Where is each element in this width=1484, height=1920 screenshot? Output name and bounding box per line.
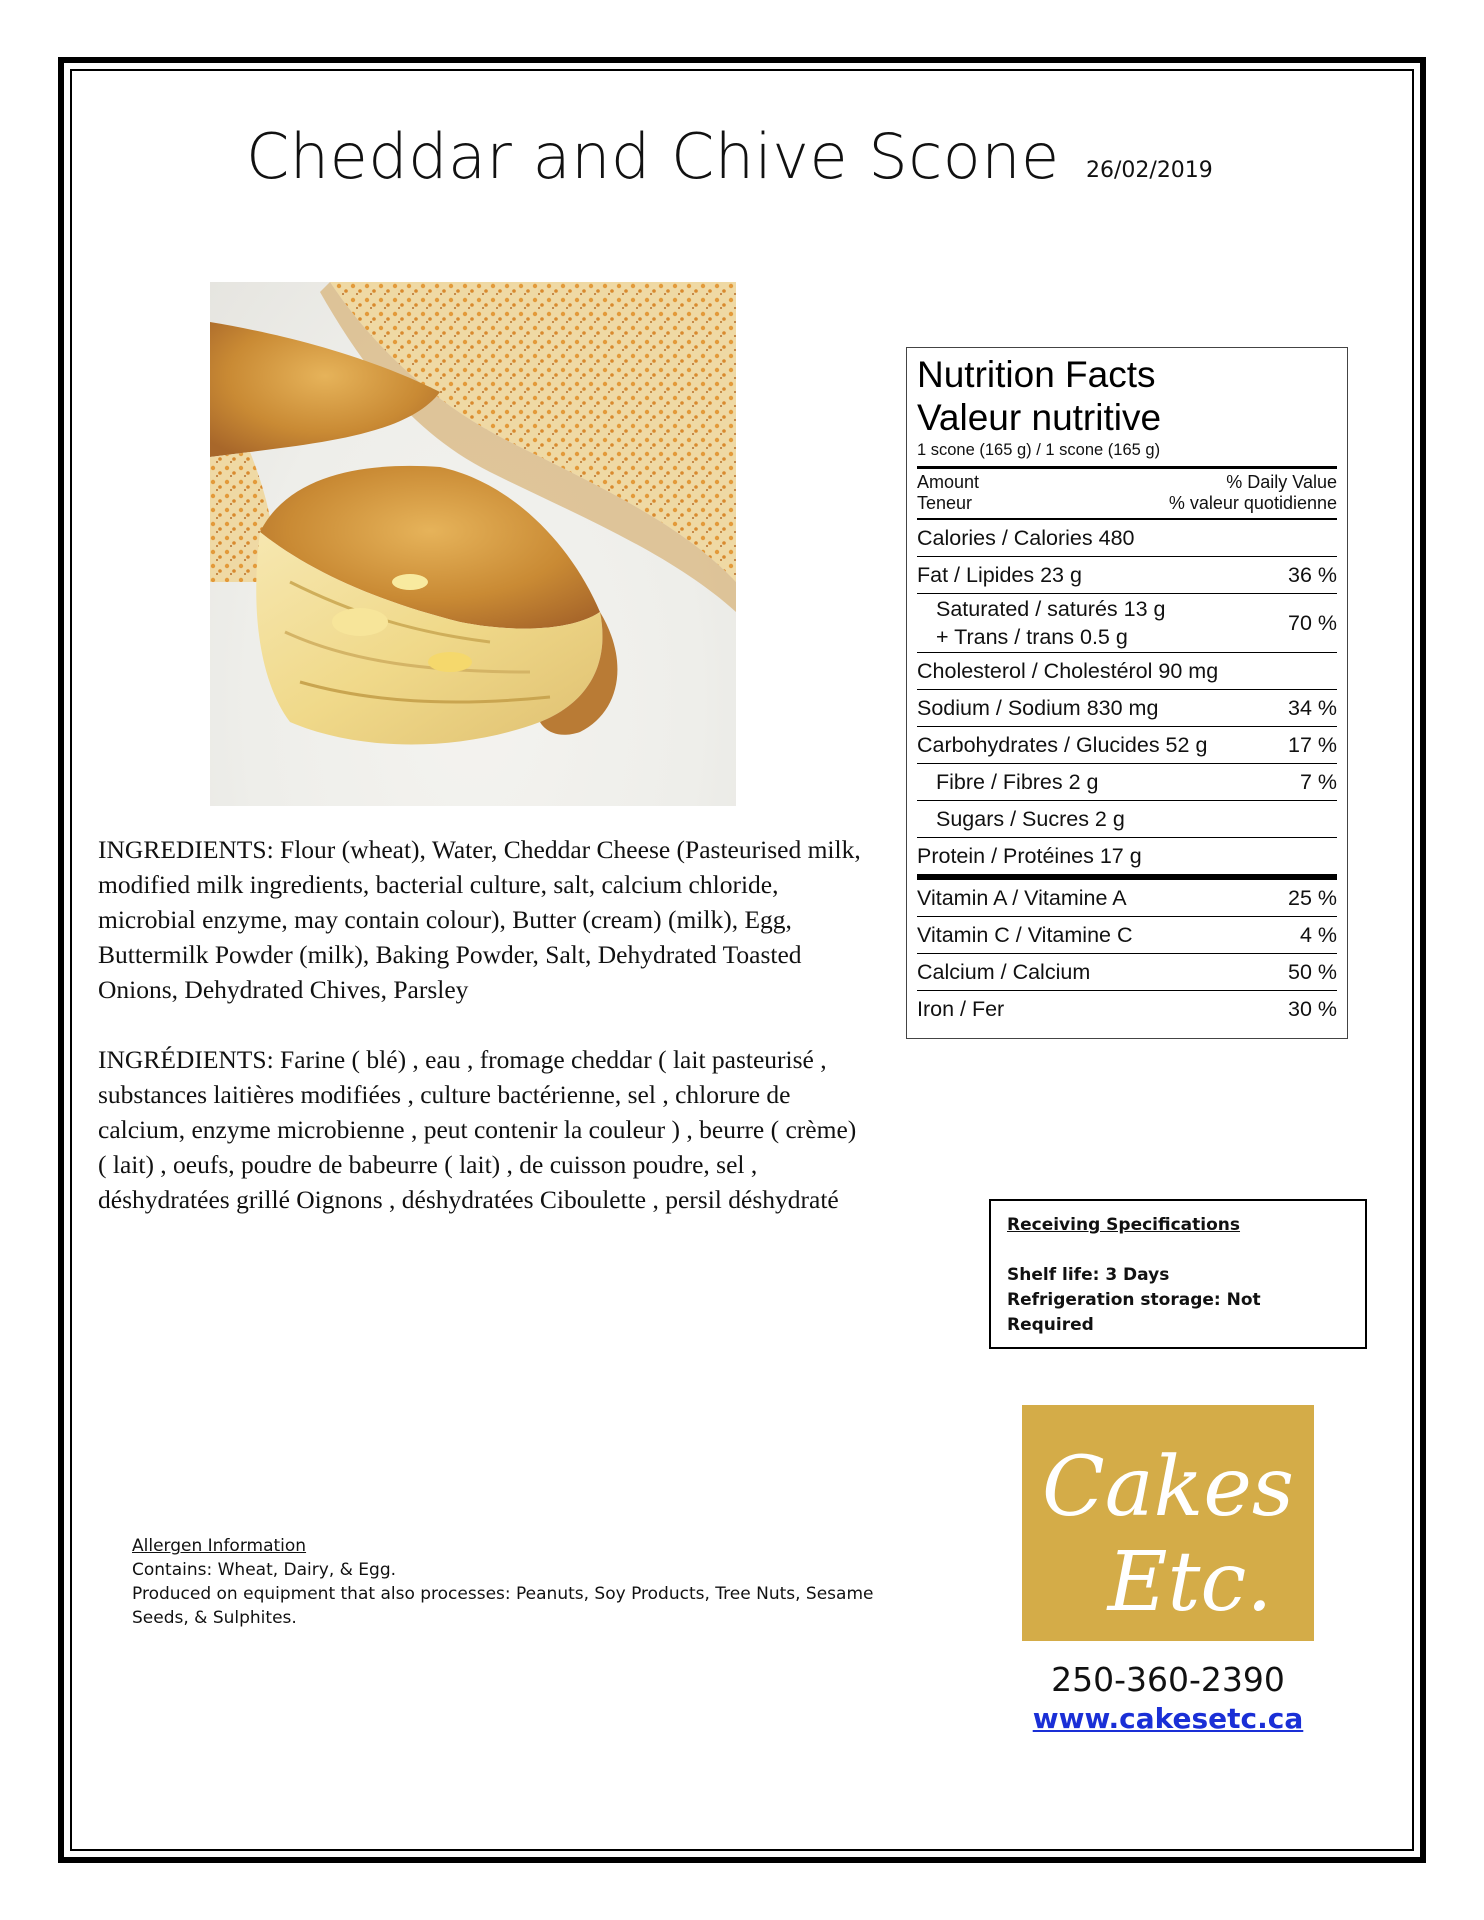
cakes-etc-logo — [1022, 1405, 1314, 1641]
nutrient-row-vitamin-c: Vitamin C / Vitamine C 4 % — [917, 917, 1337, 954]
nutrition-title-en: Nutrition Facts — [917, 354, 1156, 395]
nutrient-row-vitamin-a: Vitamin A / Vitamine A 25 % — [917, 880, 1337, 917]
nutrient-row-sugars: Sugars / Sucres 2 g — [917, 801, 1337, 838]
daily-value-label-fr: % valeur quotidienne — [1168, 493, 1337, 513]
nutrient-row-saturated-trans: Saturated / saturés 13 g + Trans / trans 0.5 g 70 % — [917, 594, 1337, 653]
nutrient-row-sodium: Sodium / Sodium 830 mg 34 % — [917, 690, 1337, 727]
nutrient-row-cholesterol: Cholesterol / Cholestérol 90 mg — [917, 653, 1337, 690]
serving-size: 1 scone (165 g) / 1 scone (165 g) — [917, 441, 1337, 469]
ingredients-french: INGRÉDIENTS: Farine ( blé) , eau , fromage cheddar ( lait pasteurisé , substances laitières modifiées , culture bactérienne, sel , chlorure de calcium, enzyme microbienne , peut contenir la couleur ) , beurre ( crème) ( lait) , oeufs, poudre de babeurre ( lait) , de cuisson poudre, sel , déshydratées grillé Oignons , déshydratées Ciboulette , persil déshydraté — [98, 1045, 857, 1214]
nutrition-facts-table — [906, 347, 1348, 1039]
phone-number: 250-360-2390 — [1051, 1660, 1285, 1699]
logo-line-etc: Etc. — [1107, 1535, 1273, 1630]
allergen-equipment: Produced on equipment that also processes: Peanuts, Soy Products, Tree Nuts, Sesame Seeds, & Sulphites. — [132, 1584, 874, 1628]
ingredients-english: INGREDIENTS: Flour (wheat), Water, Cheddar Cheese (Pasteurised milk, modified milk ingredients, bacterial culture, salt, calcium chloride, microbial enzyme, may contain colour), Butter (cream) (milk), Egg, Buttermilk Powder (milk), Baking Powder, Salt, Dehydrated Toasted Onions, Dehydrated Chives, Parsley — [98, 835, 861, 1004]
nutrient-row-carbohydrates: Carbohydrates / Glucides 52 g 17 % — [917, 727, 1337, 764]
logo-script — [1022, 1405, 1314, 1641]
nutrition-title-fr: Valeur nutritive — [917, 397, 1162, 438]
nutrient-row-fibre: Fibre / Fibres 2 g 7 % — [917, 764, 1337, 801]
website-link[interactable]: www.cakesetc.ca — [1032, 1702, 1304, 1735]
scone-illustration — [210, 282, 736, 806]
label-date: 26/02/2019 — [1086, 158, 1213, 183]
scone-photo — [210, 282, 736, 806]
amount-label-en: Amount — [917, 472, 980, 492]
nutrient-row-fat: Fat / Lipides 23 g 36 % — [917, 557, 1337, 594]
allergen-contains: Contains: Wheat, Dairy, & Egg. — [132, 1560, 397, 1580]
allergen-heading: Allergen Information — [132, 1536, 307, 1556]
specs-heading: Receiving Specifications — [1007, 1215, 1241, 1235]
shelf-life: Shelf life: 3 Days — [1007, 1265, 1170, 1285]
nutrient-row-calcium: Calcium / Calcium 50 % — [917, 954, 1337, 991]
amount-label-fr: Teneur — [917, 493, 973, 513]
daily-value-label-en: % Daily Value — [1226, 472, 1337, 492]
nutrient-row-calories: Calories / Calories 480 — [917, 520, 1337, 557]
allergen-section — [132, 1534, 892, 1630]
logo-line-cakes: Cakes — [1042, 1440, 1294, 1535]
refrigeration-storage: Refrigeration storage: Not Required — [1007, 1290, 1261, 1335]
nutrient-row-iron: Iron / Fer 30 % — [917, 996, 1337, 1021]
ingredients-section — [98, 832, 868, 1252]
receiving-specifications-box — [989, 1199, 1367, 1349]
nutrient-row-protein: Protein / Protéines 17 g — [917, 838, 1337, 880]
product-title: Cheddar and Chive Scone — [246, 120, 1060, 193]
nutrition-header-row — [917, 469, 1337, 520]
